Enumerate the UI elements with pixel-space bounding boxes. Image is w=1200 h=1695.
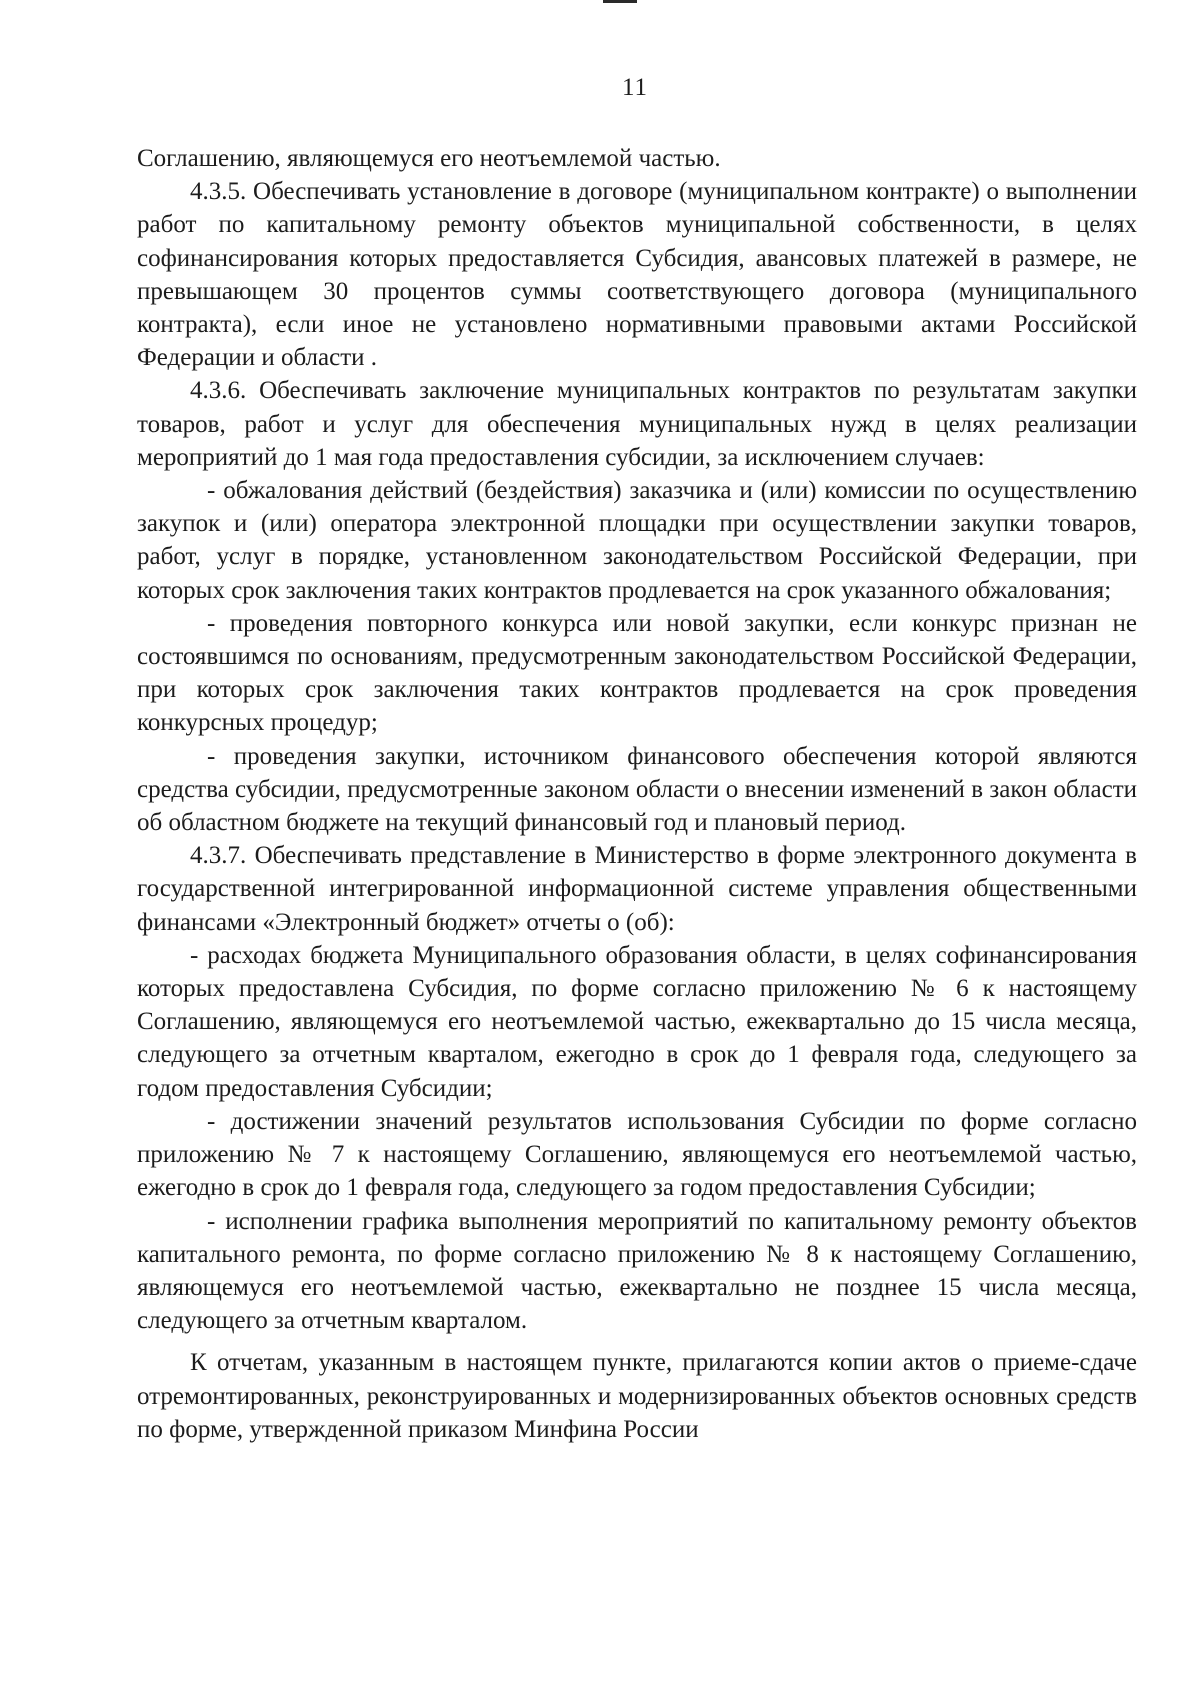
top-edge-mark xyxy=(603,0,637,3)
list-item-schedule-execution: - исполнении графика выполнения мероприятий по капитальному ремонту объектов капитального ремонта, по форме согласно приложению № 8 к настоящему Соглашению, являющемуся его неотъемлемой частью, ежеквартально не позднее 15 числа месяца, следующего за отчетным кварталом. xyxy=(137,1207,1137,1335)
list-item-results-achievement: - достижении значений результатов использования Субсидии по форме согласно приложению № 7 к настоящему Соглашению, являющемуся его неотъемлемой частью, ежегодно в срок до 1 февраля года, следующего за годом предоставления Субсидии; xyxy=(137,1107,1137,1202)
list-item-budget-expenses: - расходах бюджета Муниципального образования области, в целях софинансирования которых предоставлена Субсидия, по форме согласно приложению № 6 к настоящему Соглашению, являющемуся его неотъемлемой частью, ежеквартально до 15 числа месяца, следующего за отчетным кварталом, ежегодно в срок до 1 февраля года, следующего за годом предоставления Субсидии; xyxy=(137,941,1137,1102)
paragraph-continuation: Соглашению, являющемуся его неотъемлемой частью. xyxy=(137,145,721,172)
paragraph-reports-attachments: К отчетам, указанным в настоящем пункте, прилагаются копии актов о приеме-сдаче отремонтированных, реконструированных и модернизированных объектов основных средств по форме, утвержденной приказом Минфина России xyxy=(137,1349,1137,1443)
document-body xyxy=(137,142,1137,1446)
paragraph-4-3-5: 4.3.5. Обеспечивать установление в договоре (муниципальном контракте) о выполнении работ по капитальному ремонту объектов муниципальной собственности, в целях софинансирования которых предоставляется Субсидия, авансовых платежей в размере, не превышающем 30 процентов суммы соответствующего договора (муниципального контракта), если иное не установлено нормативными правовыми актами Российской Федерации и области . xyxy=(137,178,1137,372)
list-item-repeat-tender: - проведения повторного конкурса или новой закупки, если конкурс признан не состоявшимся по основаниям, предусмотренным законодательством Российской Федерации, при которых срок заключения таких контрактов продлевается на срок проведения конкурсных процедур; xyxy=(137,609,1137,737)
list-item-appeal: - обжалования действий (бездействия) заказчика и (или) комиссии по осуществлению закупок и (или) оператора электронной площадки при осуществлении закупки товаров, работ, услуг в порядке, установленном законодательством Российской Федерации, при которых срок заключения таких контрактов продлевается на срок указанного обжалования; xyxy=(137,477,1137,604)
page-number: 11 xyxy=(621,74,649,101)
paragraph-4-3-7: 4.3.7. Обеспечивать представление в Министерство в форме электронного документа в государственной интегрированной информационной системе управления общественными финансами «Электронный бюджет» отчеты о (об): xyxy=(137,842,1137,936)
list-item-subsidy-procurement: - проведения закупки, источником финансового обеспечения которой являются средства субсидии, предусмотренные законом области о внесении изменений в закон области об областном бюджете на текущий финансовый год и плановый период. xyxy=(137,742,1137,837)
paragraph-4-3-6: 4.3.6. Обеспечивать заключение муниципальных контрактов по результатам закупки товаров, работ и услуг для обеспечения муниципальных нужд в целях реализации мероприятий до 1 мая года предоставления субсидии, за исключением случаев: xyxy=(137,377,1137,471)
